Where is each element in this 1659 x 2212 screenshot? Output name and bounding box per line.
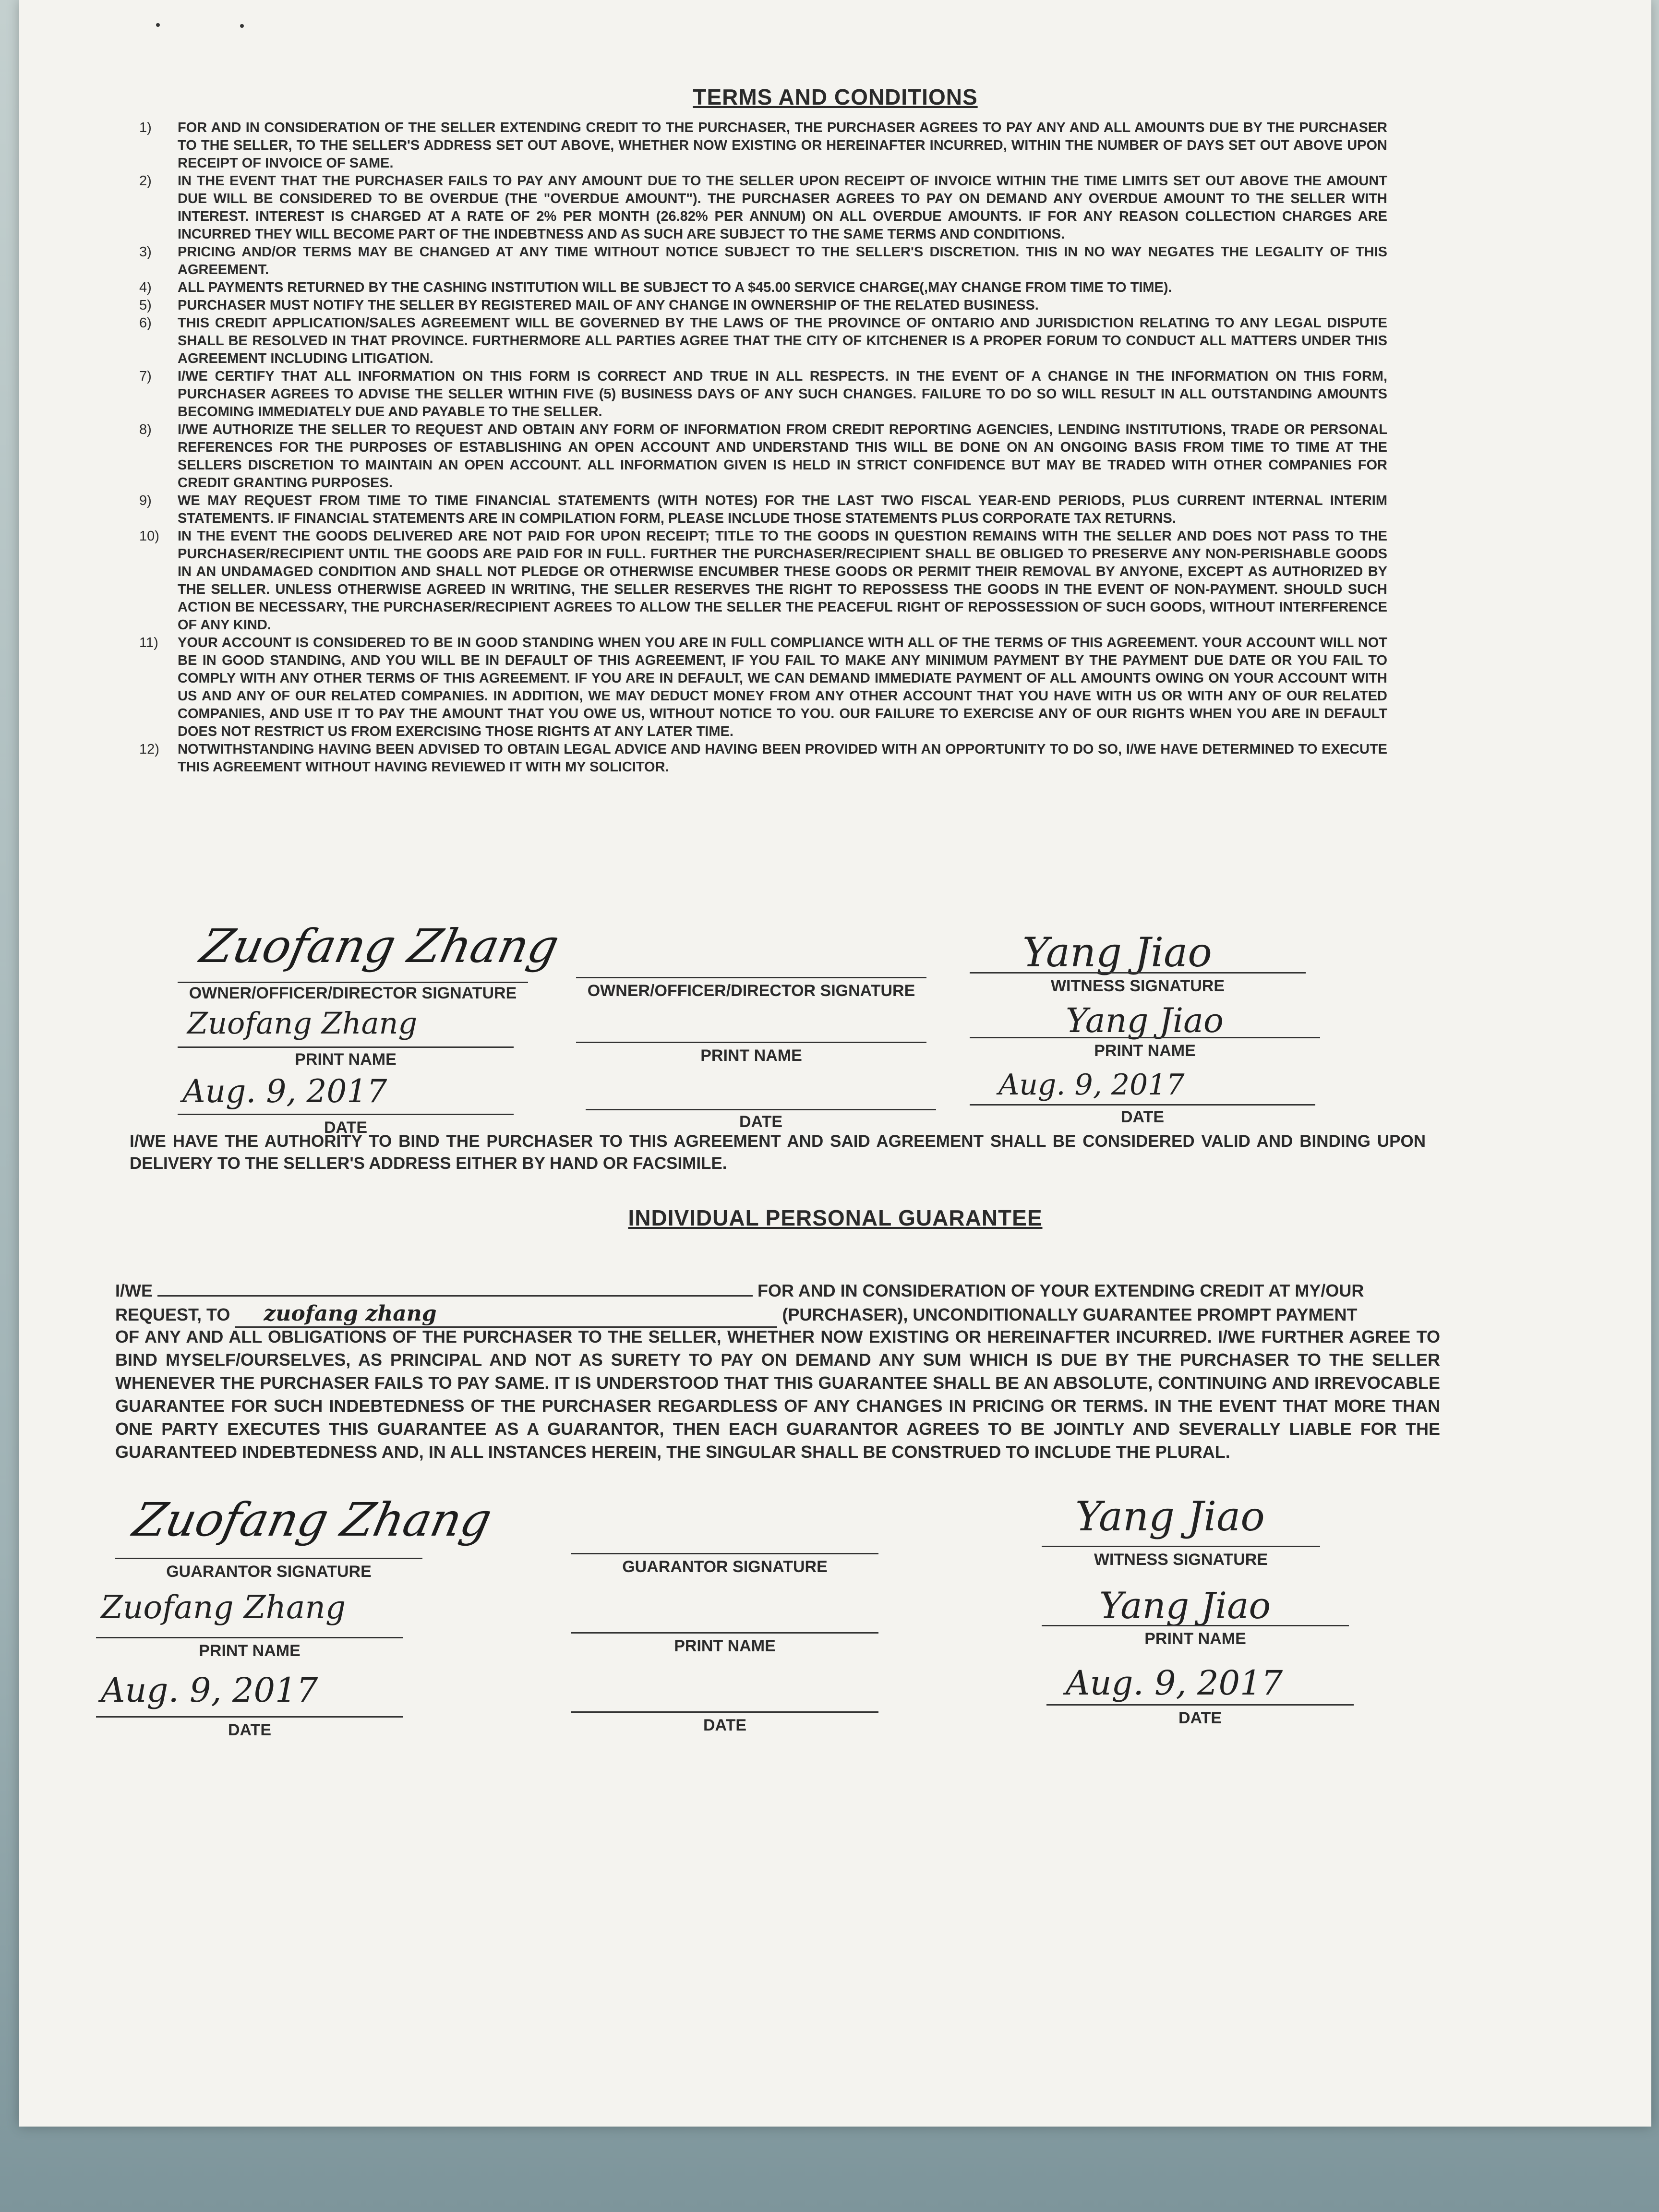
owner-date-line	[178, 1114, 514, 1115]
purchaser-rest: (PURCHASER), UNCONDITIONALLY GUARANTEE PROMPT PAYMENT	[782, 1305, 1358, 1324]
guarantor2-print-name-line	[571, 1632, 878, 1634]
term-text: IN THE EVENT THAT THE PURCHASER FAILS TO PAY ANY AMOUNT DUE TO THE SELLER UPON RECEIPT OF INVOICE WITHIN THE TIME LIMITS SET OUT ABOVE THE AMOUNT DUE WILL BE CONSIDERED TO BE OVERDUE (THE "OVERDUE AMOUNT"). THE PURCHASER AGREES TO PAY ON DEMAND ANY OVERDUE AMOUNT TO THE SELLER WITH INTEREST. INTEREST IS CHARGED AT A RATE OF 2% PER MONTH (26.82% PER ANNUM) ON ALL OVERDUE AMOUNTS. IF FOR ANY REASON COLLECTION CHARGES ARE INCURRED THEY WILL BECOME PART OF THE INDEBTNESS AND AS SUCH ARE SUBJECT TO THE SAME TERMS AND CONDITIONS.	[178, 173, 1387, 242]
guarantor-signature-label: GUARANTOR SIGNATURE	[166, 1563, 372, 1581]
owner-date: Aug. 9, 2017	[182, 1073, 387, 1110]
term-text: I/WE AUTHORIZE THE SELLER TO REQUEST AND OBTAIN ANY FORM OF INFORMATION FROM CREDIT REPORTING AGENCIES, LENDING INSTITUTIONS, TRADE OR PERSONAL REFERENCES FOR THE PURPOSES OF ESTABLISHING AN OPEN ACCOUNT AND UNDERSTAND THIS WILL BE DONE ON AN ONGOING BASIS FROM TIME TO TIME AT THE SELLERS DISCRETION TO MAINTAIN AN OPEN ACCOUNT. ALL INFORMATION GIVEN IS HELD IN STRICT CONFIDENCE BUT MAY BE TRADED WITH OTHER COMPANIES FOR CREDIT GRANTING PURPOSES.	[178, 422, 1387, 491]
term-item	[139, 279, 1387, 297]
speck-mark	[240, 24, 244, 28]
term-number: 5)	[139, 298, 152, 313]
guarantor-print-name-line	[96, 1637, 403, 1638]
term-number: 2)	[139, 173, 152, 189]
term-text: ALL PAYMENTS RETURNED BY THE CASHING INSTITUTION WILL BE SUBJECT TO A $45.00 SERVICE CHARGE(,MAY CHANGE FROM TIME TO TIME).	[178, 280, 1172, 295]
term-item	[139, 119, 1387, 172]
term-number: 9)	[139, 493, 152, 508]
guarantor-witness-print-name: Yang Jiao	[1099, 1584, 1271, 1627]
guarantor2-signature-label: GUARANTOR SIGNATURE	[622, 1558, 828, 1576]
term-text: PRICING AND/OR TERMS MAY BE CHANGED AT ANY TIME WITHOUT NOTICE SUBJECT TO THE SELLER'S DISCRETION. THIS IN NO WAY NEGATES THE LEGALITY OF THIS AGREEMENT.	[178, 244, 1387, 277]
guarantor-date: Aug. 9, 2017	[101, 1671, 318, 1710]
term-item	[139, 421, 1387, 492]
guarantor2-date-line	[571, 1711, 878, 1713]
guarantor-signature: Zuofang Zhang	[129, 1493, 496, 1547]
guarantor-date-line	[96, 1716, 403, 1718]
witness-signature-line	[970, 972, 1306, 974]
term-item	[139, 741, 1387, 776]
guarantor-witness-signature-label: WITNESS SIGNATURE	[1094, 1551, 1268, 1569]
guarantor-witness-print-name-label: PRINT NAME	[1144, 1630, 1246, 1648]
witness-print-name: Yang Jiao	[1066, 1001, 1224, 1040]
term-number: 8)	[139, 422, 152, 437]
owner2-print-name-label: PRINT NAME	[700, 1046, 802, 1065]
guarantee-body: OF ANY AND ALL OBLIGATIONS OF THE PURCHASER TO THE SELLER, WHETHER NOW EXISTING OR HEREINAFTER INCURRED. I/WE FURTHER AGREE TO BIND MYSELF/OURSELVES, AS PRINCIPAL AND NOT AS SURETY TO PAY ON DEMAND ANY SUM WHICH IS DUE BY THE PURCHASER TO THE SELLER WHENEVER THE PURCHASER FAILS TO PAY SAME. IT IS UNDERSTOOD THAT THIS GUARANTEE SHALL BE AN ABSOLUTE, CONTINUING AND IRREVOCABLE GUARANTEE FOR SUCH INDEBTEDNESS OF THE PURCHASER REGARDLESS OF ANY CHANGES IN PRICING OR TERMS. IN THE EVENT THAT MORE THAN ONE PARTY EXECUTES THIS GUARANTEE AS A GUARANTOR, THEN EACH GUARANTOR AGREES TO BE JOINTLY AND SEVERALLY LIABLE FOR THE GUARANTEED INDEBTEDNESS AND, IN ALL INSTANCES HEREIN, THE SINGULAR SHALL BE CONSTRUED TO INCLUDE THE PLURAL.	[115, 1327, 1440, 1462]
iwe-blank	[157, 1295, 753, 1297]
owner-date-label: DATE	[324, 1118, 368, 1137]
guarantor2-print-name-label: PRINT NAME	[674, 1637, 776, 1655]
speck-mark	[156, 23, 160, 27]
term-text: I/WE CERTIFY THAT ALL INFORMATION ON THIS FORM IS CORRECT AND TRUE IN ALL RESPECTS. IN THE EVENT OF A CHANGE IN THE INFORMATION ON THIS FORM, PURCHASER AGREES TO ADVISE THE SELLER WITHIN FIVE (5) BUSINESS DAYS OF ANY SUCH CHANGES. FAILURE TO DO SO WILL RESULT IN ALL OUTSTANDING AMOUNTS BECOMING IMMEDIATELY DUE AND PAYABLE TO THE SELLER.	[178, 369, 1387, 420]
witness-print-name-label: PRINT NAME	[1094, 1042, 1196, 1060]
request-to-label: REQUEST, TO	[115, 1305, 230, 1324]
owner-signature-line	[178, 982, 528, 983]
owner-print-name-line	[178, 1046, 514, 1048]
guarantee-title: INDIVIDUAL PERSONAL GUARANTEE	[628, 1205, 1043, 1230]
term-item	[139, 314, 1387, 368]
term-number: 6)	[139, 315, 152, 331]
guarantor-date-label: DATE	[228, 1721, 272, 1739]
guarantor-witness-date-label: DATE	[1178, 1709, 1222, 1727]
term-text: IN THE EVENT THE GOODS DELIVERED ARE NOT PAID FOR UPON RECEIPT; TITLE TO THE GOODS IN QUESTION REMAINS WITH THE SELLER AND DOES NOT PASS TO THE PURCHASER/RECIPIENT UNTIL THE GOODS ARE PAID FOR IN FULL. FURTHER THE PURCHASER/RECIPIENT SHALL BE OBLIGED TO PRESERVE ANY NON-PERISHABLE GOODS IN AN UNDAMAGED CONDITION AND SHALL NOT PLEDGE OR OTHERWISE ENCUMBER THESE GOODS OR PERMIT THEIR REMOVAL BY ANYONE, EXCEPT AS AUTHORIZED BY THE SELLER. UNLESS OTHERWISE AGREED IN WRITING, THE SELLER RESERVES THE RIGHT TO REPOSSESS THE GOODS IN THE EVENT OF NON-PAYMENT. SHOULD SUCH ACTION BE NECESSARY, THE PURCHASER/RECIPIENT AGREES TO ALLOW THE SELLER THE PEACEFUL RIGHT OF REPOSSESSION OF SUCH GOODS, WITHOUT INTERFERENCE OF ANY KIND.	[178, 529, 1387, 633]
term-text: YOUR ACCOUNT IS CONSIDERED TO BE IN GOOD STANDING WHEN YOU ARE IN FULL COMPLIANCE WITH ALL OF THE TERMS OF THIS AGREEMENT. YOUR ACCOUNT WILL NOT BE IN GOOD STANDING, AND YOU WILL BE IN DEFAULT OF THIS AGREEMENT, IF YOU FAIL TO MAKE ANY MINIMUM PAYMENT BY THE PAYMENT DUE DATE OR YOU FAIL TO COMPLY WITH ANY OTHER TERMS OF THIS AGREEMENT. IF YOU ARE IN DEFAULT, WE CAN DEMAND IMMEDIATE PAYMENT OF ALL AMOUNTS OWING ON YOUR ACCOUNT WITH US AND ANY OF OUR RELATED COMPANIES. IN ADDITION, WE MAY DEDUCT MONEY FROM ANY OTHER ACCOUNT THAT YOU HAVE WITH US OR WITH ANY OF OUR RELATED COMPANIES, AND USE IT TO PAY THE AMOUNT THAT YOU OWE US, WITHOUT NOTICE TO YOU. OUR FAILURE TO EXERCISE ANY OF OUR RIGHTS WHEN YOU ARE IN DEFAULT DOES NOT RESTRICT US FROM EXERCISING THOSE RIGHTS AT ANY LATER TIME.	[178, 635, 1387, 739]
authority-text: I/WE HAVE THE AUTHORITY TO BIND THE PURCHASER TO THIS AGREEMENT AND SAID AGREEMENT SHALL BE CONSIDERED VALID AND BINDING UPON DELIVERY TO THE SELLER'S ADDRESS EITHER BY HAND OR FACSIMILE.	[130, 1132, 1426, 1173]
terms-list	[139, 119, 1387, 776]
term-item	[139, 297, 1387, 314]
term-number: 1)	[139, 120, 152, 135]
witness-print-name-line	[970, 1037, 1320, 1038]
term-text: NOTWITHSTANDING HAVING BEEN ADVISED TO OBTAIN LEGAL ADVICE AND HAVING BEEN PROVIDED WITH AN OPPORTUNITY TO DO SO, I/WE HAVE DETERMINED TO EXECUTE THIS AGREEMENT WITHOUT HAVING REVIEWED IT WITH MY SOLICITOR.	[178, 742, 1387, 775]
term-text: THIS CREDIT APPLICATION/SALES AGREEMENT WILL BE GOVERNED BY THE LAWS OF THE PROVINCE OF ONTARIO AND JURISDICTION RELATING TO ANY LEGAL DISPUTE SHALL BE RESOLVED IN THAT PROVINCE. FURTHERMORE ALL PARTIES AGREE THAT THE CITY OF KITCHENER IS A PROPER FORUM TO CONDUCT ALL MATTERS UNDER THIS AGREEMENT INCLUDING LITIGATION.	[178, 315, 1387, 366]
term-number: 7)	[139, 369, 152, 384]
witness-date-label: DATE	[1120, 1108, 1165, 1126]
guarantor-witness-signature: Yang Jiao	[1075, 1493, 1265, 1540]
witness-date-line	[970, 1104, 1315, 1106]
witness-date: Aug. 9, 2017	[998, 1068, 1185, 1102]
term-number: 4)	[139, 280, 152, 295]
term-text: WE MAY REQUEST FROM TIME TO TIME FINANCIAL STATEMENTS (WITH NOTES) FOR THE LAST TWO FISCAL YEAR-END PERIODS, PLUS CURRENT INTERNAL INTERIM STATEMENTS. IF FINANCIAL STATEMENTS ARE IN COMPILATION FORM, PLEASE INCLUDE THOSE STATEMENTS PLUS CORPORATE TAX RETURNS.	[178, 493, 1387, 526]
term-item	[139, 492, 1387, 528]
guarantor2-date-label: DATE	[703, 1716, 747, 1734]
term-item	[139, 172, 1387, 243]
owner2-signature-line	[576, 977, 926, 978]
owner2-signature-label: OWNER/OFFICER/DIRECTOR SIGNATURE	[587, 982, 915, 1000]
guarantor2-signature-line	[571, 1553, 878, 1554]
term-text: PURCHASER MUST NOTIFY THE SELLER BY REGISTERED MAIL OF ANY CHANGE IN OWNERSHIP OF THE RELATED BUSINESS.	[178, 298, 1039, 313]
term-item	[139, 243, 1387, 279]
witness-signature: Yang Jiao	[1022, 929, 1212, 976]
term-number: 10)	[139, 529, 159, 544]
owner2-print-name-line	[576, 1042, 926, 1043]
term-item	[139, 634, 1387, 741]
term-item	[139, 368, 1387, 421]
iwe-label: I/WE	[115, 1281, 153, 1300]
owner-signature-label: OWNER/OFFICER/DIRECTOR SIGNATURE	[189, 984, 517, 1002]
term-number: 12)	[139, 742, 159, 757]
term-text: FOR AND IN CONSIDERATION OF THE SELLER EXTENDING CREDIT TO THE PURCHASER, THE PURCHASER AGREES TO PAY ANY AND ALL AMOUNTS DUE BY THE PURCHASER TO THE SELLER, TO THE SELLER'S ADDRESS SET OUT ABOVE, WHETHER NOW EXISTING OR HEREINAFTER INCURRED, WITHIN THE NUMBER OF DAYS SET OUT ABOVE UPON RECEIPT OF INVOICE OF SAME.	[178, 120, 1387, 171]
guarantor-witness-signature-line	[1042, 1546, 1320, 1547]
document-page	[19, 0, 1651, 2127]
owner2-date-line	[586, 1109, 936, 1110]
guarantor-signature-line	[115, 1558, 422, 1559]
guarantor-print-name: Zuofang Zhang	[101, 1589, 346, 1626]
guarantor-witness-date-line	[1046, 1704, 1354, 1706]
purchaser-name-field	[235, 1302, 777, 1328]
owner-signature: Zuofang Zhang	[196, 919, 564, 973]
owner-print-name-label: PRINT NAME	[295, 1050, 397, 1069]
guarantor-witness-print-name-line	[1042, 1625, 1349, 1626]
guarantor-print-name-label: PRINT NAME	[199, 1642, 301, 1660]
purchaser-name: zuofang zhang	[264, 1301, 437, 1326]
terms-title: TERMS AND CONDITIONS	[693, 84, 978, 109]
term-number: 11)	[139, 635, 158, 650]
guarantee-line1: FOR AND IN CONSIDERATION OF YOUR EXTENDING CREDIT AT MY/OUR	[757, 1281, 1364, 1300]
guarantor-witness-date: Aug. 9, 2017	[1066, 1663, 1283, 1703]
owner-print-name: Zuofang Zhang	[187, 1006, 418, 1041]
term-number: 3)	[139, 244, 152, 260]
witness-signature-label: WITNESS SIGNATURE	[1050, 977, 1225, 995]
term-item	[139, 528, 1387, 634]
owner2-date-label: DATE	[739, 1113, 783, 1131]
